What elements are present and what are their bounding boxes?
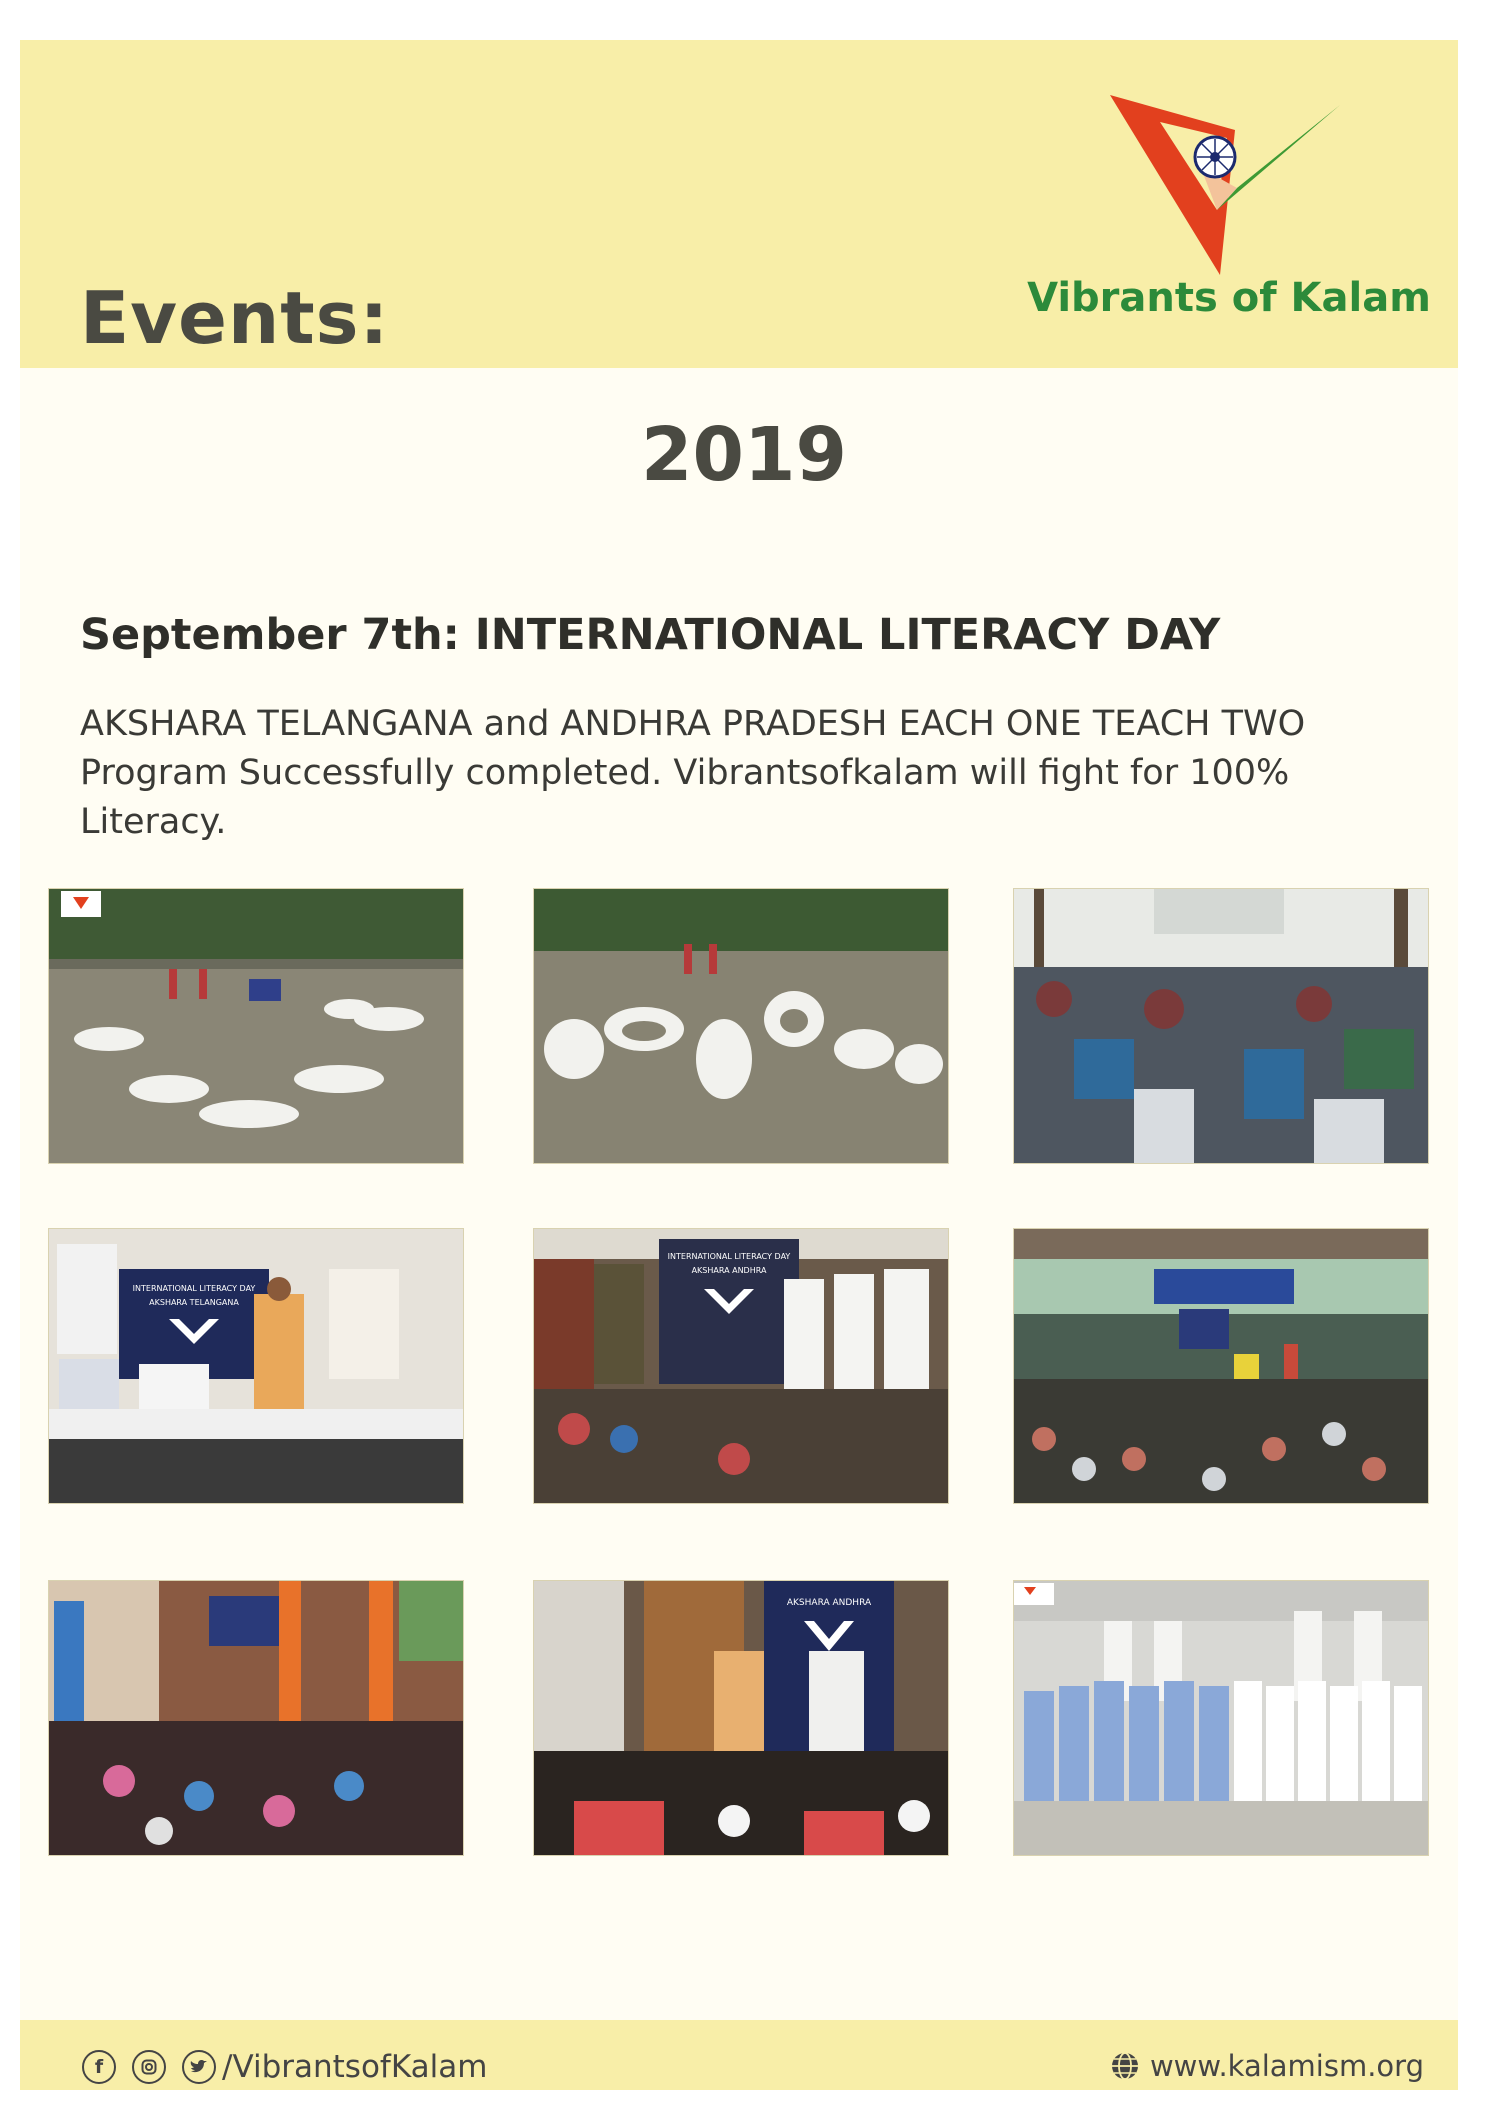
photo-telangana-stage-panel (48, 1228, 464, 1504)
photo-andhra-banner-speakers (533, 1228, 949, 1504)
facebook-icon[interactable]: f (82, 2050, 116, 2084)
globe-icon (1110, 2051, 1140, 2081)
svg-text:AKSHARA ANDHRA: AKSHARA ANDHRA (786, 1598, 872, 1608)
svg-text:INTERNATIONAL LITERACY DAY: INTERNATIONAL LITERACY DAY (667, 1252, 791, 1261)
social-links (82, 2048, 487, 2086)
photo-students-letter-formation-1 (48, 888, 464, 1164)
website-url[interactable]: www.kalamism.org (1149, 2049, 1424, 2083)
event-description: AKSHARA TELANGANA and ANDHRA PRADESH EACH ONE TEACH TWO Program Successfully completed. Vibrantsofkalam will fight for 100% Literacy. (80, 704, 1306, 842)
event-heading: September 7th: INTERNATIONAL LITERACY DAY (80, 610, 1221, 660)
photo-seated-audience-outdoor (1013, 888, 1429, 1164)
photo-school-assembly-outdoor (1013, 1228, 1429, 1504)
brand-name: Vibrants of Kalam (1027, 275, 1431, 321)
svg-text:INTERNATIONAL LITERACY DAY: INTERNATIONAL LITERACY DAY (132, 1284, 256, 1293)
social-handle[interactable]: /VibrantsofKalam (222, 2049, 488, 2085)
twitter-icon[interactable] (182, 2050, 216, 2084)
photo-classroom-corridor-gathering (48, 1580, 464, 1856)
svg-text:AKSHARA ANDHRA: AKSHARA ANDHRA (691, 1266, 767, 1275)
year-heading: 2019 (641, 412, 847, 498)
photo-students-group-uniform (1013, 1580, 1429, 1856)
instagram-icon[interactable] (132, 2050, 166, 2084)
photo-students-letter-formation-2 (533, 888, 949, 1164)
events-title: Events: (80, 276, 390, 360)
website-link[interactable] (1110, 2047, 1424, 2085)
vibrants-of-kalam-logo-icon (1105, 90, 1345, 290)
photo-speaker-with-banner (533, 1580, 949, 1856)
svg-text:AKSHARA TELANGANA: AKSHARA TELANGANA (149, 1298, 239, 1307)
